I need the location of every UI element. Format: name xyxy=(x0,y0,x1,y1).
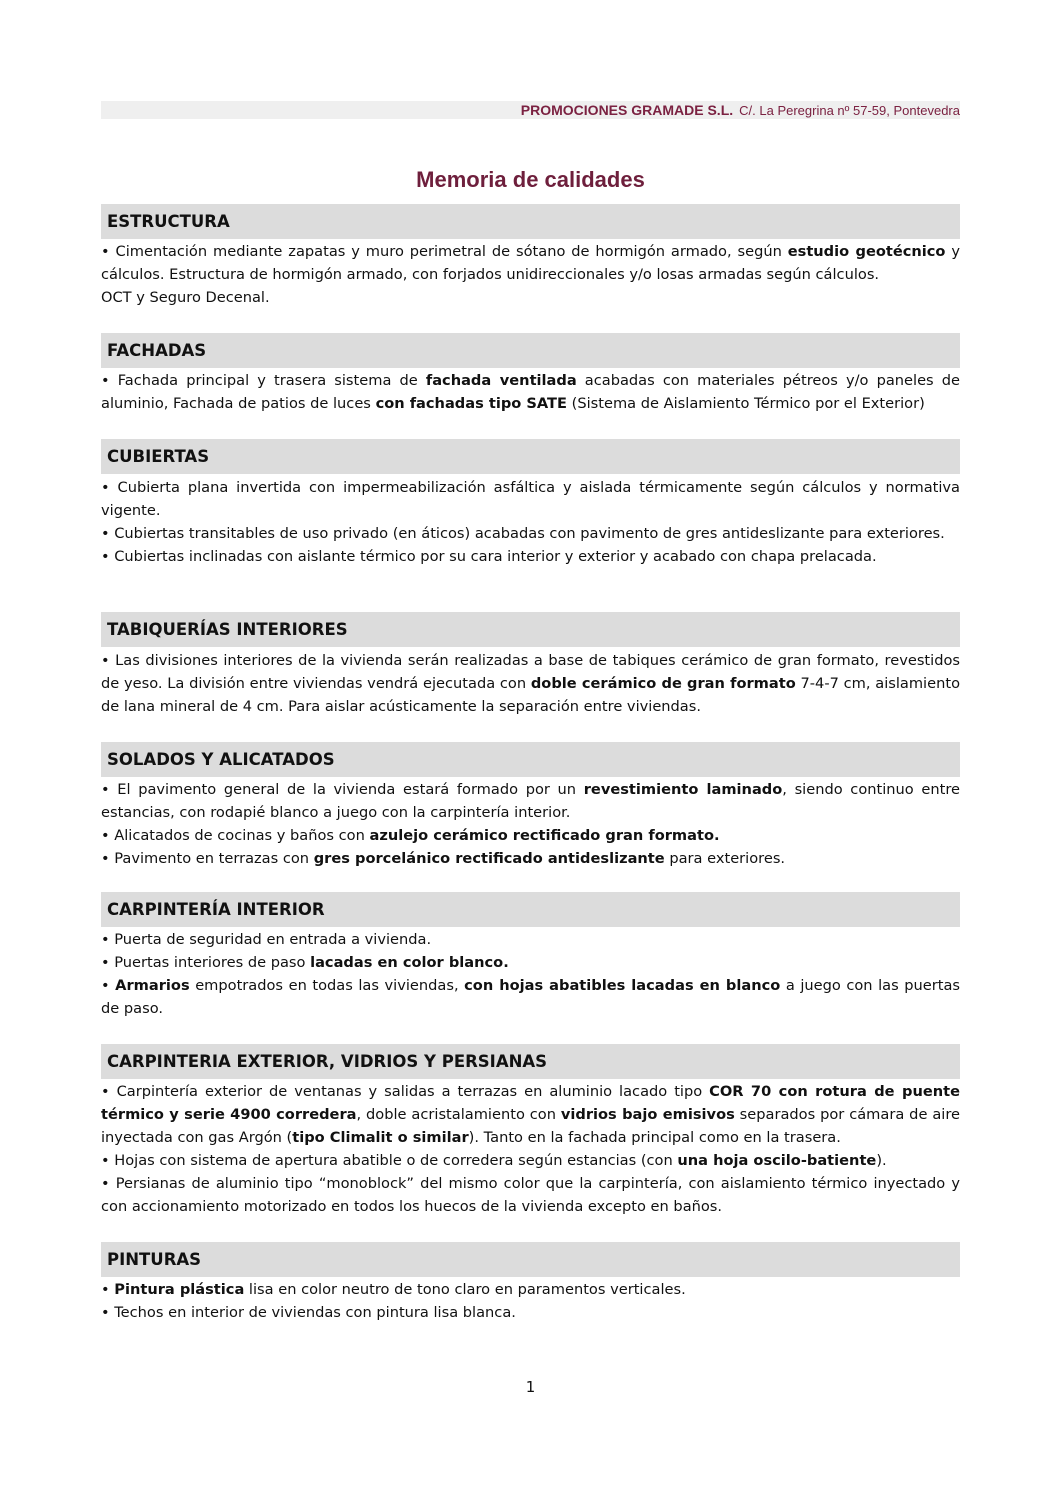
bold-text: con fachadas tipo SATE xyxy=(375,395,567,412)
section-heading-cubiertas: CUBIERTAS xyxy=(101,439,960,474)
section-heading-solados: SOLADOS Y ALICATADOS xyxy=(101,742,960,777)
paragraph xyxy=(101,1172,960,1218)
paragraph xyxy=(101,1080,960,1149)
text-run: 7-4-7 cm, aislamiento de lana mineral de 4 cm. Para aislar acústicamente la separación entre viviendas. xyxy=(101,675,960,715)
section-body-carpinteria-interior xyxy=(101,928,960,1020)
paragraph xyxy=(101,974,960,1020)
bold-text: con hojas abatibles lacadas en blanco xyxy=(464,977,781,994)
text-run: ). Tanto en la fachada principal como en la trasera. xyxy=(468,1129,841,1146)
bold-text: tipo Climalit o similar xyxy=(292,1129,469,1146)
bold-text: Pintura plástica xyxy=(114,1281,245,1298)
text-run: lisa en color neutro de tono claro en paramentos verticales. xyxy=(244,1281,686,1298)
text-run: • Cubierta plana invertida con impermeabilización asfáltica y aislada térmicamente según cálculos y normativa vigente. xyxy=(101,479,960,519)
paragraph xyxy=(101,847,960,870)
section-body-pinturas xyxy=(101,1278,960,1324)
text-run: separados por cámara de aire inyectada con gas Argón ( xyxy=(101,1106,960,1146)
document-title: Memoria de calidades xyxy=(416,167,645,192)
text-run: , siendo continuo entre estancias, con rodapié blanco a juego con la carpintería interior. xyxy=(101,781,960,821)
text-run: (Sistema de Aislamiento Térmico por el Exterior) xyxy=(566,395,925,412)
text-run: • Fachada principal y trasera sistema de xyxy=(101,372,426,389)
text-run: • Hojas con sistema de apertura abatible o de corredera según estancias (con xyxy=(101,1152,678,1169)
bold-text: revestimiento laminado xyxy=(583,781,783,798)
text-run: • xyxy=(101,1281,115,1298)
page-header xyxy=(101,101,960,119)
bold-text: una hoja oscilo-batiente xyxy=(677,1152,877,1169)
section-body-fachadas xyxy=(101,369,960,415)
paragraph xyxy=(101,951,960,974)
section-body-carpinteria-exterior xyxy=(101,1080,960,1218)
paragraph xyxy=(101,824,960,847)
company-name: PROMOCIONES GRAMADE S.L. xyxy=(520,102,734,118)
text-run: • Alicatados de cocinas y baños con xyxy=(101,827,370,844)
bold-text: vidrios bajo emisivos xyxy=(560,1106,735,1123)
bold-text: fachada ventilada xyxy=(425,372,577,389)
paragraph xyxy=(101,1149,960,1172)
bold-text: Armarios xyxy=(115,977,190,994)
text-run: • Puertas interiores de paso xyxy=(101,954,311,971)
text-run: • El pavimento general de la vivienda estará formado por un xyxy=(101,781,584,798)
text-run: OCT y Seguro Decenal. xyxy=(101,289,270,306)
text-run: para exteriores. xyxy=(664,850,786,867)
section-heading-carpinteria-exterior: CARPINTERIA EXTERIOR, VIDRIOS Y PERSIANAS xyxy=(101,1044,960,1079)
bold-text: azulejo cerámico rectificado gran formato. xyxy=(369,827,720,844)
text-run: • Pavimento en terrazas con xyxy=(101,850,314,867)
text-run: a juego con las puertas de paso. xyxy=(101,977,961,1017)
paragraph xyxy=(101,476,960,522)
section-heading-estructura: ESTRUCTURA xyxy=(101,204,960,239)
paragraph xyxy=(101,778,960,824)
text-run: • Carpintería exterior de ventanas y salidas a terrazas en aluminio lacado tipo xyxy=(101,1083,710,1100)
bold-text: estudio geotécnico xyxy=(787,243,946,260)
section-heading-pinturas: PINTURAS xyxy=(101,1242,960,1277)
text-run: • Puerta de seguridad en entrada a vivienda. xyxy=(101,931,432,948)
paragraph xyxy=(101,369,960,415)
text-run: • xyxy=(101,977,116,994)
text-run: ). xyxy=(876,1152,887,1169)
page-number: 1 xyxy=(525,1378,536,1396)
paragraph xyxy=(101,545,960,568)
paragraph xyxy=(101,928,960,951)
text-run: y cálculos. Estructura de hormigón armado, con forjados unidireccionales y/o losas armadas según cálculos. xyxy=(101,243,960,283)
section-body-cubiertas xyxy=(101,476,960,568)
text-run: • Las divisiones interiores de la vivienda serán realizadas a base de tabiques cerámico de gran formato, revestidos de yeso. La división entre viviendas vendrá ejecutada con xyxy=(101,652,960,692)
text-run: • Techos en interior de viviendas con pintura lisa blanca. xyxy=(101,1304,516,1321)
text-run: acabadas con materiales pétreos y/o paneles de aluminio, Fachada de patios de luces xyxy=(101,372,960,412)
paragraph xyxy=(101,1278,960,1301)
section-body-solados xyxy=(101,778,960,870)
section-heading-fachadas: FACHADAS xyxy=(101,333,960,368)
section-body-estructura xyxy=(101,240,960,309)
paragraph xyxy=(101,286,960,309)
bold-text: gres porcelánico rectificado antideslizante xyxy=(313,850,665,867)
section-body-tabiquerias xyxy=(101,649,960,718)
bold-text: doble cerámico de gran formato xyxy=(530,675,796,692)
paragraph xyxy=(101,1301,960,1324)
text-run: • Cimentación mediante zapatas y muro perimetral de sótano de hormigón armado, según xyxy=(101,243,788,260)
bold-text: lacadas en color blanco. xyxy=(310,954,509,971)
bold-text: COR 70 con rotura de puente térmico y serie 4900 corredera xyxy=(101,1083,960,1123)
company-address: C/. La Peregrina nº 57-59, Pontevedra xyxy=(739,103,960,118)
paragraph xyxy=(101,649,960,718)
section-heading-tabiquerias: TABIQUERÍAS INTERIORES xyxy=(101,612,960,647)
text-run: , doble acristalamiento con xyxy=(356,1106,561,1123)
text-run: • Cubiertas inclinadas con aislante térmico por su cara interior y exterior y acabado con chapa prelacada. xyxy=(101,548,877,565)
text-run: empotrados en todas las viviendas, xyxy=(189,977,465,994)
paragraph xyxy=(101,522,960,545)
section-heading-carpinteria-interior: CARPINTERÍA INTERIOR xyxy=(101,892,960,927)
paragraph xyxy=(101,240,960,286)
text-run: • Cubiertas transitables de uso privado (en áticos) acabadas con pavimento de gres antideslizante para exteriores. xyxy=(101,525,945,542)
text-run: • Persianas de aluminio tipo “monoblock” del mismo color que la carpintería, con aislamiento térmico inyectado y con accionamiento motorizado en todos los huecos de la vivienda excepto en baños. xyxy=(101,1175,960,1215)
